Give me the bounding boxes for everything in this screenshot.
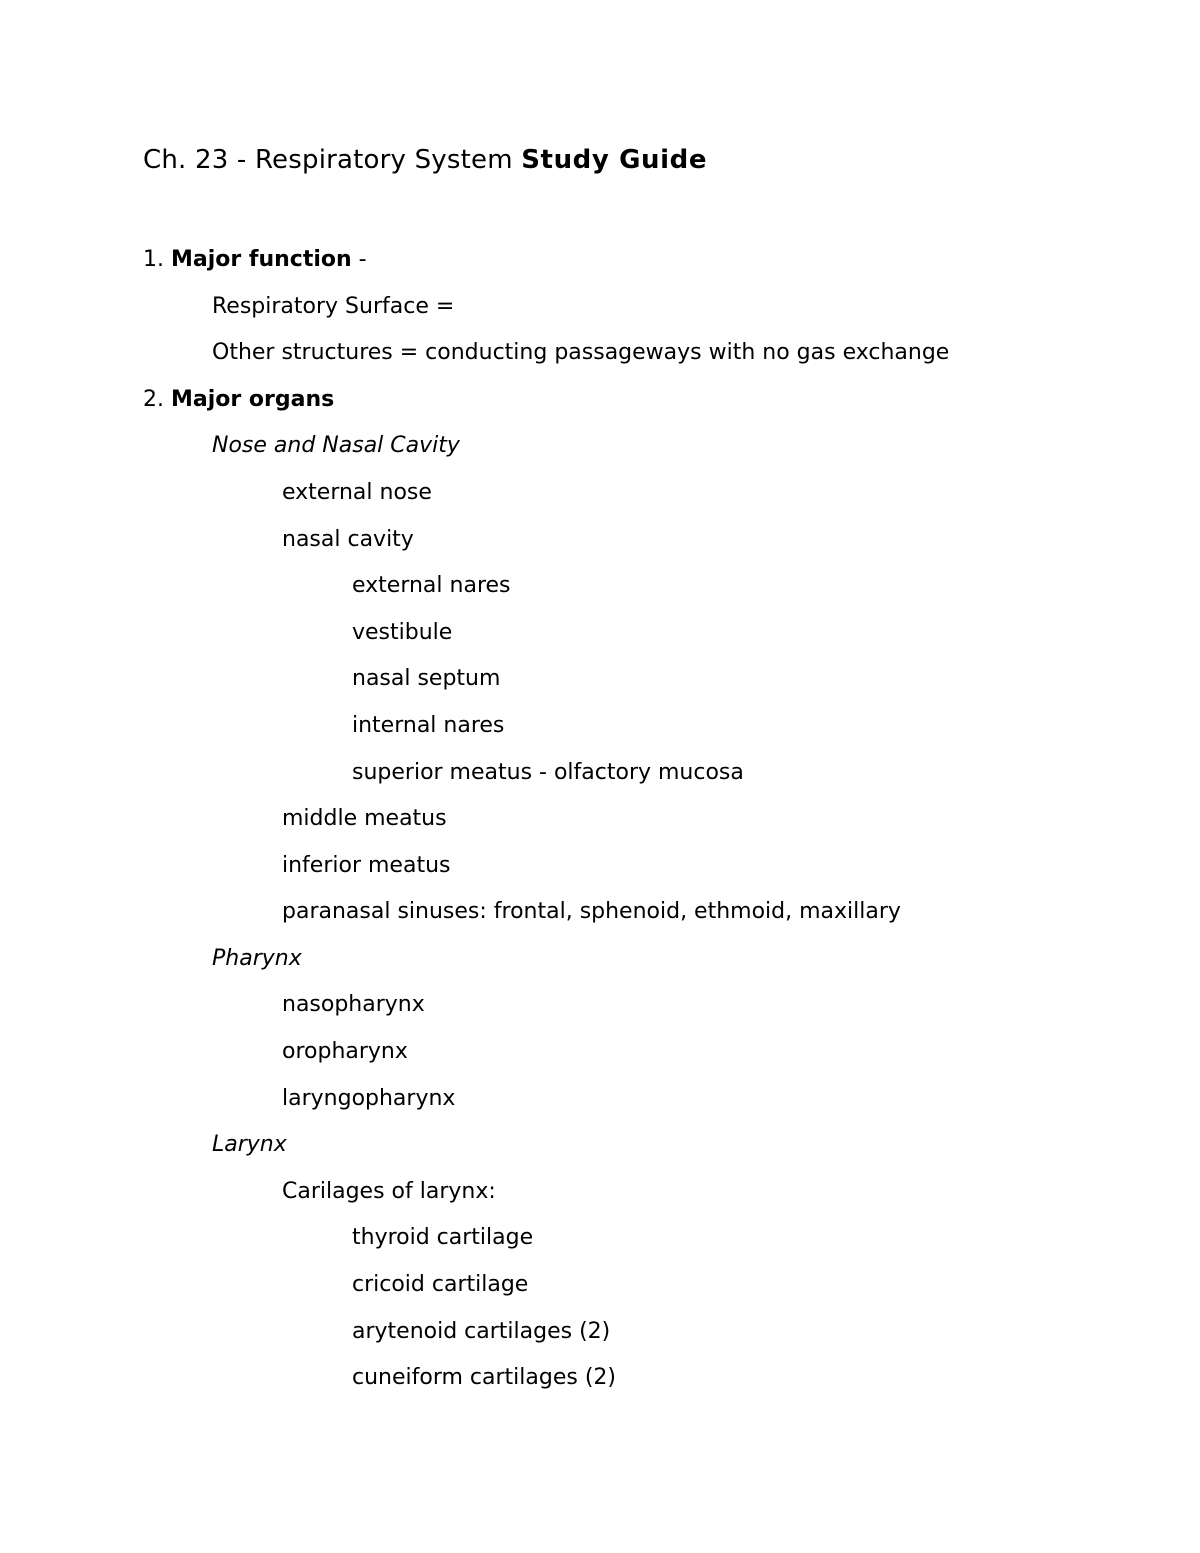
list-item-nasal-cavity: nasal cavity bbox=[282, 527, 414, 552]
section-number: 2. bbox=[143, 387, 171, 412]
list-item-thyroid-cartilage: thyroid cartilage bbox=[352, 1225, 534, 1250]
list-item-cartilages-of-larynx: Carilages of larynx: bbox=[282, 1179, 496, 1204]
list-item-inferior-meatus: inferior meatus bbox=[282, 853, 451, 878]
list-item-nasopharynx: nasopharynx bbox=[282, 992, 425, 1017]
respiratory-surface-line: Respiratory Surface = bbox=[212, 294, 455, 319]
subheading-nose-nasal-cavity: Nose and Nasal Cavity bbox=[212, 433, 460, 458]
list-item-cuneiform-cartilages: cuneiform cartilages (2) bbox=[352, 1365, 616, 1390]
list-item-paranasal-sinuses: paranasal sinuses: frontal, sphenoid, ethmoid, maxillary bbox=[282, 899, 901, 924]
list-item-middle-meatus: middle meatus bbox=[282, 806, 447, 831]
subheading-pharynx: Pharynx bbox=[212, 946, 302, 971]
title-bold-text: Study Guide bbox=[521, 145, 708, 175]
section-heading-major-organs bbox=[143, 385, 334, 415]
section-heading-text: Major function bbox=[170, 247, 352, 272]
list-item-external-nose: external nose bbox=[282, 480, 432, 505]
list-item-arytenoid-cartilages: arytenoid cartilages (2) bbox=[352, 1319, 611, 1344]
list-item-cricoid-cartilage: cricoid cartilage bbox=[352, 1272, 529, 1297]
list-item-oropharynx: oropharynx bbox=[282, 1039, 408, 1064]
list-item-internal-nares: internal nares bbox=[352, 713, 505, 738]
list-item-nasal-septum: nasal septum bbox=[352, 666, 501, 691]
list-item-external-nares: external nares bbox=[352, 573, 511, 598]
section-heading-suffix: - bbox=[351, 247, 367, 272]
subheading-larynx: Larynx bbox=[212, 1132, 287, 1157]
section-number: 1. bbox=[143, 247, 171, 272]
list-item-vestibule: vestibule bbox=[352, 620, 453, 645]
page-title bbox=[143, 141, 707, 179]
list-item-laryngopharynx: laryngopharynx bbox=[282, 1086, 456, 1111]
section-heading-major-function bbox=[143, 245, 367, 275]
title-regular-text: Ch. 23 - Respiratory System bbox=[143, 145, 522, 175]
list-item-superior-meatus: superior meatus - olfactory mucosa bbox=[352, 760, 744, 785]
other-structures-line: Other structures = conducting passageways with no gas exchange bbox=[212, 340, 950, 365]
section-heading-text: Major organs bbox=[170, 387, 335, 412]
